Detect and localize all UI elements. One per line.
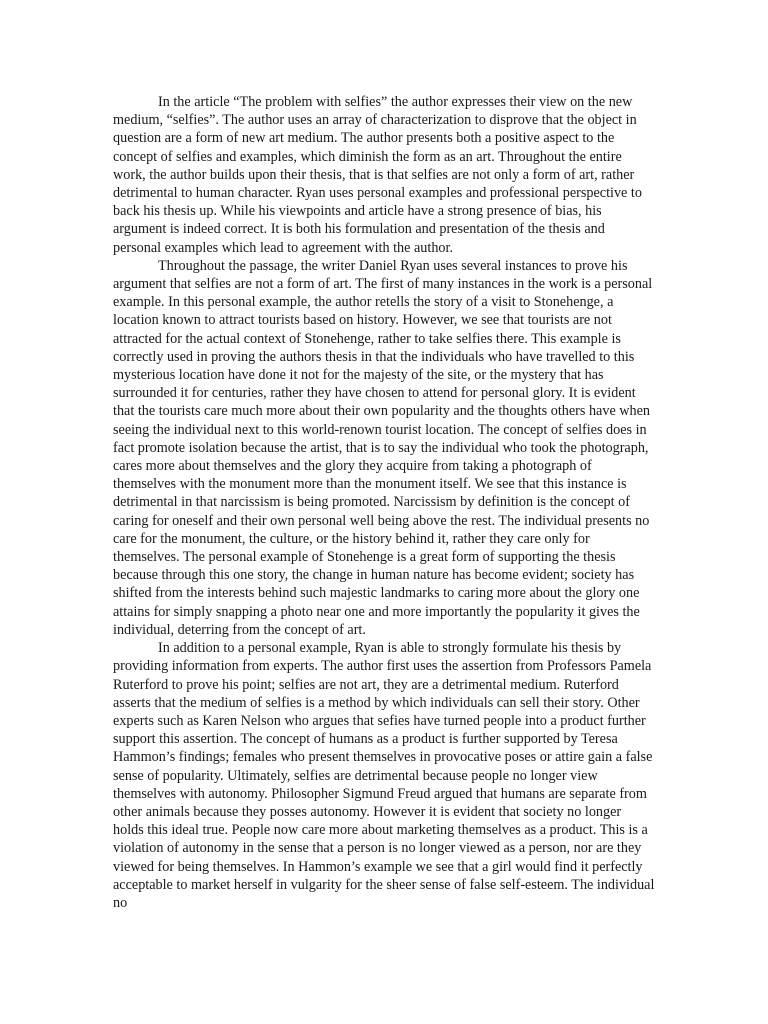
paragraph-expert-information: In addition to a personal example, Ryan is able to strongly formulate his thesis by providing information from experts. The author first uses the assertion from Professors Pamela Ruterford to prove his point; selfies are not art, they are a detrimental medium. Ruterford asserts that the medium of selfies is a method by which individuals can sell their story. Other experts such as Karen Nelson who argues that sefies have turned people into a product further support this assertion. The concept of humans as a product is further supported by Teresa Hammon’s findings; females who present themselves in provocative poses or attire gain a false sense of popularity. Ultimately, selfies are detrimental because people no longer view themselves with autonomy. Philosopher Sigmund Freud argued that humans are separate from other animals because they posses autonomy. However it is evident that society no longer holds this ideal true. People now care more about marketing themselves as a product. This is a violation of autonomy in the sense that a person is no longer viewed as a person, nor are they viewed for being themselves. In Hammon’s example we see that a girl would find it perfectly acceptable to market herself in vulgarity for the sheer sense of false self-esteem. The individual no (113, 640, 655, 911)
paragraph-intro: In the article “The problem with selfies” the author expresses their view on the new medium, “selfies”. The author uses an array of characterization to disprove that the object in question are a form of new art medium. The author presents both a positive aspect to the concept of selfies and examples, which diminish the form as an art. Throughout the entire work, the author builds upon their thesis, that is that selfies are not only a form of art, rather detrimental to human character. Ryan uses personal examples and professional perspective to back his thesis up. While his viewpoints and article have a strong presence of bias, his argument is indeed correct. It is both his formulation and presentation of the thesis and personal examples which lead to agreement with the author. (113, 94, 642, 256)
essay-body (113, 93, 655, 912)
paragraph-stonehenge-example: Throughout the passage, the writer Daniel Ryan uses several instances to prove his argument that selfies are not a form of art. The first of many instances in the work is a personal example. In this personal example, the author retells the story of a visit to Stonehenge, a location known to attract tourists based on history. However, we see that tourists are not attracted for the actual context of Stonehenge, rather to take selfies there. This example is correctly used in proving the authors thesis in that the individuals who have travelled to this mysterious location have done it not for the majesty of the site, or the mystery that has surrounded it for centuries, rather they have chosen to attend for personal glory. It is evident that the tourists care much more about their own popularity and the thoughts others have when seeing the individual next to this world-renown tourist location. The concept of selfies does in fact promote isolation because the artist, that is to say the individual who took the photograph, cares more about themselves and the glory they acquire from taking a photograph of themselves with the monument more than the monument itself. We see that this instance is detrimental in that narcissism is being promoted. Narcissism by definition is the concept of caring for oneself and their own personal well being above the rest. The individual presents no care for the monument, the culture, or the history behind it, rather they care only for themselves. The personal example of Stonehenge is a great form of supporting the thesis because through this one story, the change in human nature has become evident; society has shifted from the interests behind such majestic landmarks to caring more about the glory one attains for simply snapping a photo near one and more importantly the popularity it gives the individual, deterring from the concept of art. (113, 257, 653, 638)
